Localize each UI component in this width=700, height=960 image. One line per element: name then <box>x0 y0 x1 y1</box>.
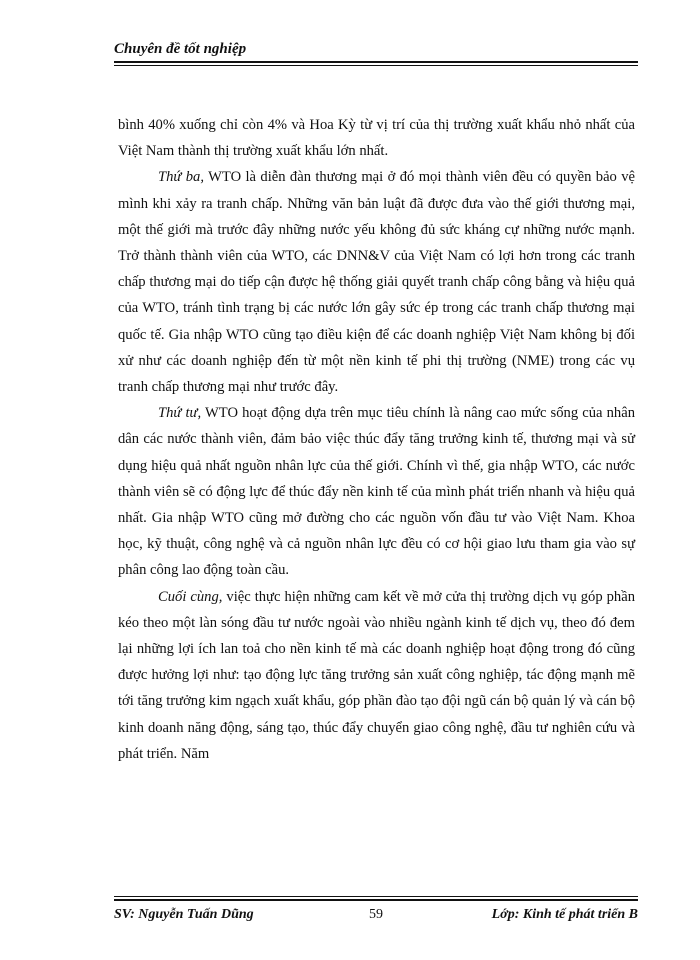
paragraph-text: WTO hoạt động dựa trên mục tiêu chính là nâng cao mức sống của nhân dân các nước thành viên, đảm bảo việc thúc đẩy tăng trưởng kinh tế, thương mại và sử dụng hiệu quả nhất nguồn nhân lực của thế giới. Chính vì thế, gia nhập WTO, các nước thành viên sẽ có động lực để thúc đẩy nền kinh tế của mình phát triển nhanh và hiệu quả nhất. Gia nhập WTO cũng mở đường cho các nguồn vốn đầu tư vào Việt Nam. Khoa học, kỹ thuật, công nghệ và cả nguồn nhân lực đều có cơ hội giao lưu tham gia vào sự phân công lao động toàn cầu. <box>118 405 636 579</box>
page-number: 59 <box>369 907 383 922</box>
paragraph-continuation <box>118 112 635 164</box>
paragraph-lead: Thứ ba, <box>158 169 205 186</box>
paragraph-thu-tu <box>118 400 635 583</box>
paragraph-text: bình 40% xuống chỉ còn 4% và Hoa Kỳ từ vị trí của thị trường xuất khẩu nhỏ nhất của Việt Nam thành thị trường xuất khẩu lớn nhất. <box>118 117 635 160</box>
footer-student-name: SV: Nguyễn Tuấn Dũng <box>114 907 254 922</box>
footer-class-name: Lớp: Kinh tế phát triển B <box>491 907 638 922</box>
paragraph-lead: Thứ tư, <box>158 405 202 422</box>
paragraph-lead: Cuối cùng, <box>158 588 223 605</box>
header-rule <box>114 61 638 63</box>
paragraph-cuoi-cung <box>118 584 635 767</box>
document-body <box>118 112 635 767</box>
header-title: Chuyên đề tốt nghiệp <box>114 41 247 57</box>
header-rule-thin <box>114 65 638 66</box>
paragraph-text: WTO là diễn đàn thương mại ở đó mọi thành viên đều có quyền bảo vệ mình khi xảy ra tranh chấp. Những văn bản luật đã được đưa vào thế giới thương mại, một thế giới mà trước đây những nước yếu không đủ sức kháng cự những nước mạnh. Trở thành thành viên của WTO, các DNN&V của Việt Nam có lợi hơn trong các tranh chấp thương mại do tiếp cận được hệ thống giải quyết tranh chấp công bằng và hiệu quả của WTO, tránh tình trạng bị các nước lớn gây sức ép trong các tranh chấp thương mại quốc tế. Gia nhập WTO cũng tạo điều kiện để các doanh nghiệp Việt Nam không bị đối xử như các doanh nghiệp đến từ một nền kinh tế phi thị trường (NME) trong các vụ tranh chấp thương mại như trước đây. <box>118 169 636 396</box>
page-footer <box>114 896 638 926</box>
footer-rule-thin <box>114 896 638 897</box>
footer-rule <box>114 899 638 901</box>
paragraph-text: việc thực hiện những cam kết về mở cửa thị trường dịch vụ góp phần kéo theo một làn sóng đầu tư nước ngoài vào nhiều ngành kinh tế dịch vụ, theo đó đem lại những lợi ích lan toả cho nền kinh tế mà các doanh nghiệp hoạt động trong đó cũng được hưởng lợi như: tạo động lực tăng trưởng sản xuất công nghiệp, tác động mạnh mẽ tới tăng trưởng kim ngạch xuất khẩu, góp phần đào tạo đội ngũ cán bộ quản lý và cán bộ kinh doanh năng động, sáng tạo, thúc đẩy chuyển giao công nghệ, đầu tư nghiên cứu và phát triển. Năm <box>118 588 635 762</box>
paragraph-thu-ba <box>118 164 635 400</box>
footer-row <box>114 904 638 926</box>
page-header <box>114 40 638 66</box>
